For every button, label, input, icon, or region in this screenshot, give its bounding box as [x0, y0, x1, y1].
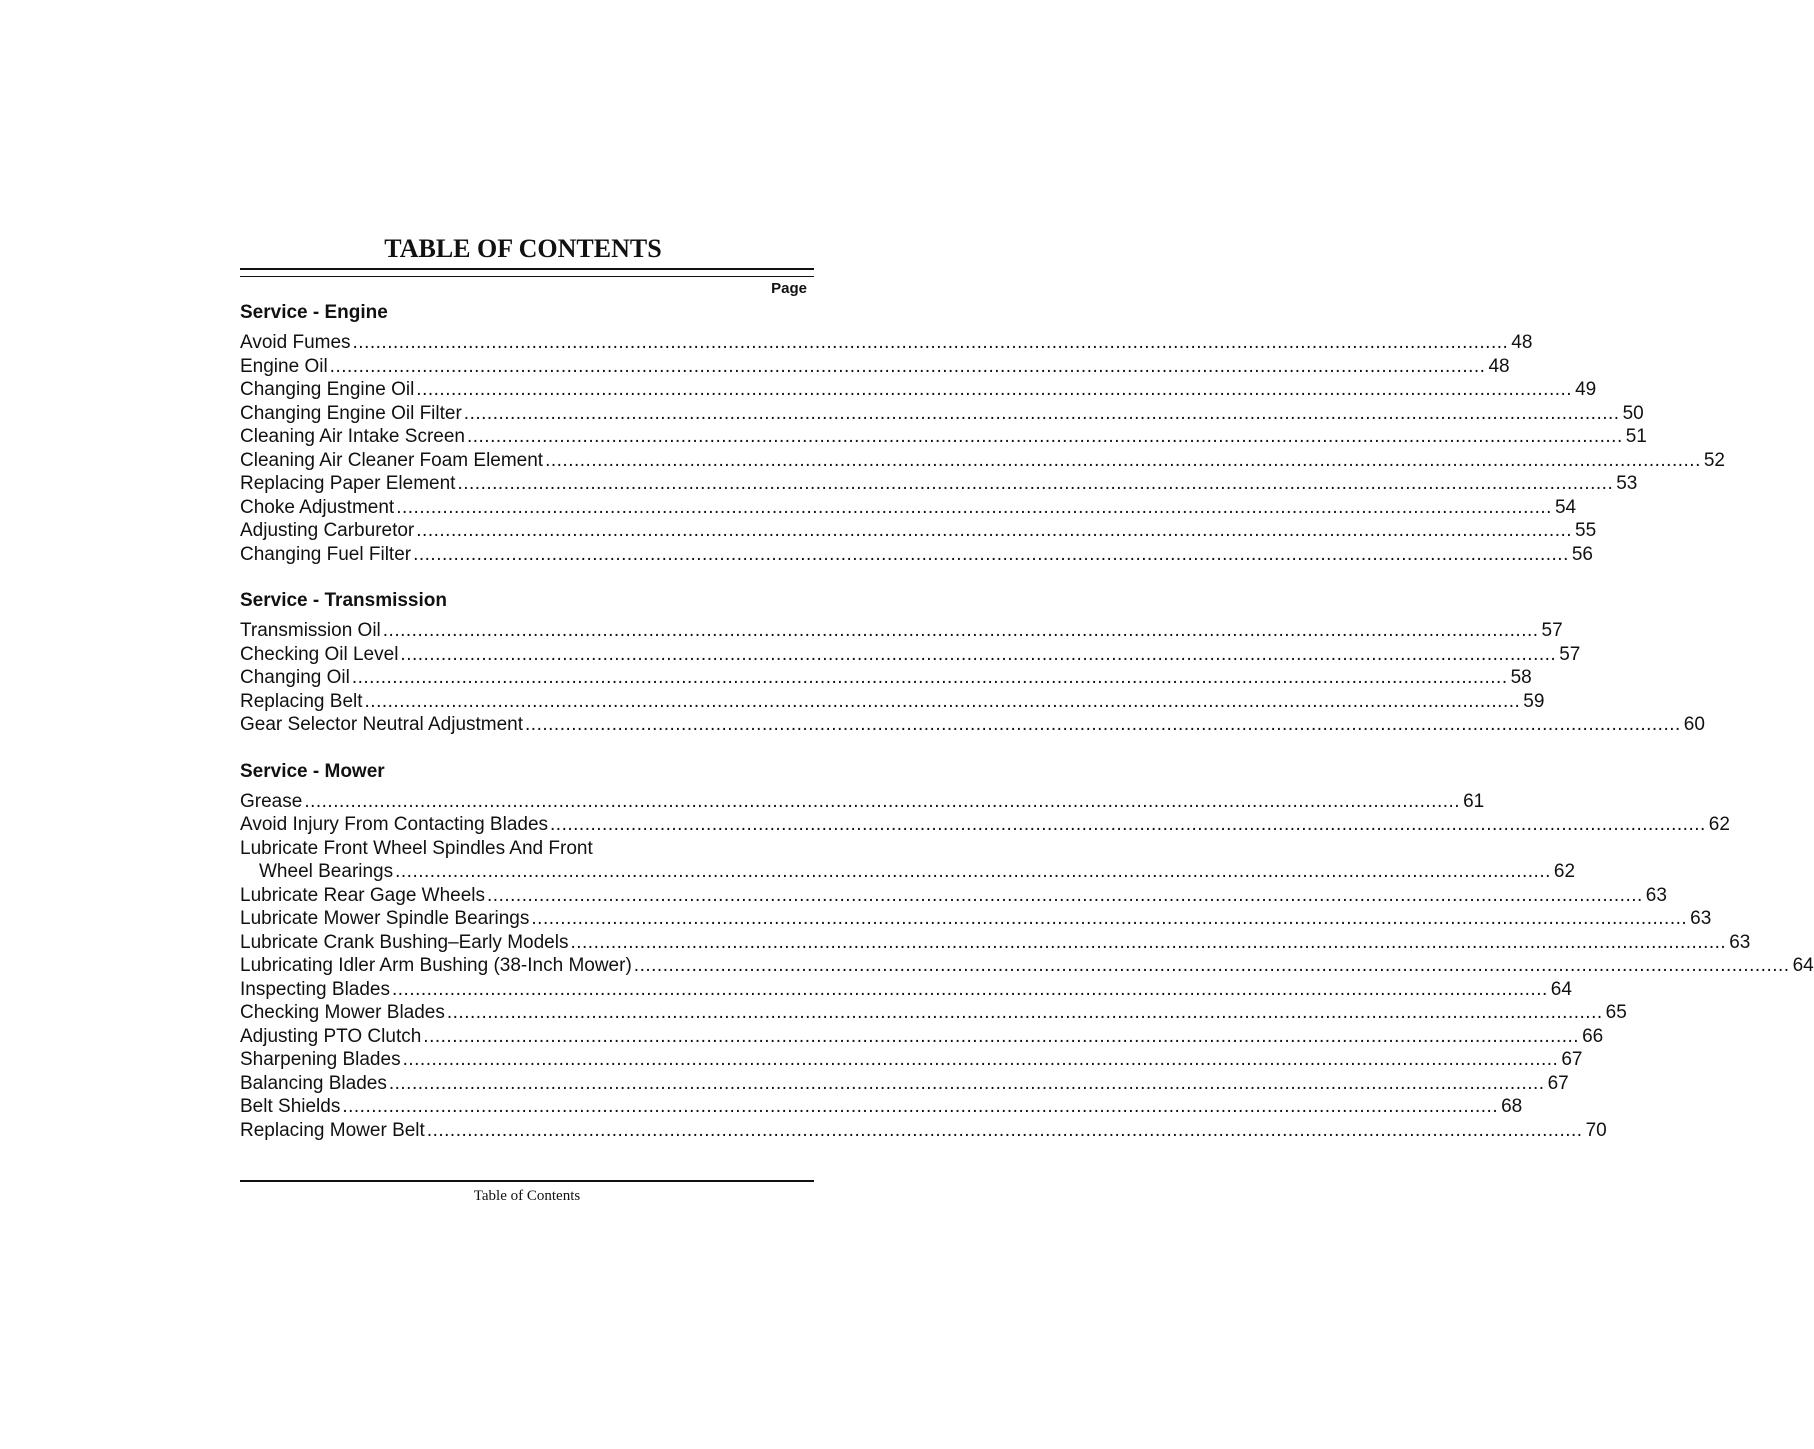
dot-leader: ........................................................................................................................................................................................................: [329, 355, 1486, 377]
toc-entry-label: Sharpening Blades: [240, 1049, 401, 1070]
toc-entries: [240, 331, 1725, 566]
toc-entry: [240, 1119, 1607, 1143]
toc-entry-label: Lubricate Crank Bushing–Early Models: [240, 931, 569, 953]
dot-leader: ........................................................................................................................................................................................................: [423, 1025, 1580, 1047]
toc-entry-page: 65: [1605, 1002, 1627, 1023]
toc-entry-page: 63: [1690, 908, 1712, 929]
dot-leader: ........................................................................................................................................................................................................: [392, 978, 1548, 1000]
toc-entry-page: 63: [1645, 884, 1667, 906]
toc-entry: [240, 402, 1644, 426]
toc-entry: [240, 331, 1533, 355]
toc-entry-label: Belt Shields: [240, 1096, 341, 1117]
toc-entry-label: Inspecting Blades: [240, 978, 390, 1000]
toc-entry-page: 53: [1616, 473, 1638, 494]
dot-leader: ........................................................................................................................................................................................................: [426, 1119, 1583, 1141]
dot-leader: ........................................................................................................................................................................................................: [382, 620, 1539, 641]
toc-entry-label: Grease: [240, 790, 303, 812]
toc-entry-page: 61: [1463, 790, 1485, 812]
toc-entry-page: 55: [1575, 520, 1597, 541]
dot-leader: ........................................................................................................................................................................................................: [466, 426, 1623, 447]
dot-leader: ........................................................................................................................................................................................................: [395, 861, 1551, 882]
toc-entry-page: 56: [1571, 543, 1593, 565]
toc-entry: [240, 543, 1593, 567]
toc-entry-label: Checking Oil Level: [240, 643, 399, 665]
toc-entry-label: Lubricate Rear Gage Wheels: [240, 884, 486, 906]
toc-entry-label: Adjusting PTO Clutch: [240, 1025, 422, 1047]
dot-leader: ........................................................................................................................................................................................................: [416, 520, 1573, 541]
toc-entry: [240, 837, 814, 861]
toc-entry: [240, 1072, 1569, 1096]
toc-entry-label: Cleaning Air Intake Screen: [240, 426, 465, 447]
toc-entry: [240, 1025, 1604, 1049]
toc-entry-page: 62: [1553, 861, 1576, 882]
footer-text: Table of Contents: [473, 1188, 581, 1204]
toc-entry-label: Transmission Oil: [240, 620, 381, 641]
toc-entry-page: 66: [1582, 1025, 1604, 1047]
toc-entry: [240, 978, 1572, 1002]
toc-entry: [240, 519, 1597, 543]
toc-entry-page: 48: [1511, 332, 1533, 353]
toc-entry: [240, 425, 1647, 449]
toc-entry: [240, 907, 1712, 931]
toc-entry-label: Checking Mower Blades: [240, 1002, 445, 1023]
footer-rule: [240, 1180, 814, 1182]
toc-entry-label: Cleaning Air Cleaner Foam Element: [240, 449, 544, 471]
toc-entry-page: 51: [1625, 426, 1647, 447]
dot-leader: ........................................................................................................................................................................................................: [416, 379, 1573, 400]
dot-leader: ........................................................................................................................................................................................................: [487, 884, 1643, 906]
toc-entry-label: Changing Fuel Filter: [240, 543, 412, 565]
toc-entry-page: 68: [1501, 1096, 1523, 1117]
toc-entry-page: 60: [1683, 714, 1705, 735]
toc-entry: [240, 378, 1597, 402]
toc-entry-label: Lubricating Idler Arm Bushing (38-Inch Mower): [240, 955, 632, 976]
page-title: TABLE OF CONTENTS: [384, 234, 662, 263]
toc-entry-page: 50: [1622, 402, 1644, 424]
toc-entry: [240, 496, 1577, 520]
toc-entry-page: 49: [1575, 379, 1597, 400]
toc-entry-page: 67: [1561, 1049, 1583, 1070]
dot-leader: ........................................................................................................................................................................................................: [396, 496, 1552, 518]
toc-entry: [240, 355, 1510, 379]
toc-entry-label: Replacing Paper Element: [240, 473, 456, 494]
toc-entry: [240, 884, 1667, 908]
dot-leader: ........................................................................................................................................................................................................: [304, 790, 1461, 812]
page-column-label: Page: [771, 280, 807, 297]
dot-leader: ........................................................................................................................................................................................................: [633, 955, 1790, 976]
dot-leader: ........................................................................................................................................................................................................: [463, 402, 1620, 424]
toc-entry-label: Lubricate Mower Spindle Bearings: [240, 908, 530, 929]
toc-entry-label: Adjusting Carburetor: [240, 520, 415, 541]
toc-entry: [240, 619, 1563, 643]
dot-leader: ........................................................................................................................................................................................................: [446, 1002, 1603, 1023]
section-heading: Service - Engine: [240, 302, 388, 323]
toc-entry-page: 59: [1523, 690, 1545, 712]
toc-entries: [240, 619, 1705, 737]
toc-entry: [240, 860, 1576, 884]
toc-entry-page: 54: [1554, 496, 1577, 518]
section-heading: Service - Mower: [240, 760, 385, 782]
dot-leader: ........................................................................................................................................................................................................: [531, 908, 1688, 929]
toc-entry: [240, 954, 1814, 978]
toc-entry-page: 67: [1547, 1072, 1569, 1094]
dot-leader: ........................................................................................................................................................................................................: [545, 449, 1701, 471]
dot-leader: ........................................................................................................................................................................................................: [550, 814, 1706, 835]
toc-entry: [240, 790, 1485, 814]
section-heading: Service - Transmission: [240, 590, 447, 611]
dot-leader: ........................................................................................................................................................................................................: [413, 543, 1569, 565]
toc-entry-page: 57: [1541, 620, 1563, 641]
toc-entry-label: Changing Engine Oil: [240, 379, 415, 400]
toc-entry: [240, 1048, 1583, 1072]
toc-entry: [240, 472, 1638, 496]
toc-page: [240, 232, 1814, 1142]
title-double-rule: [240, 268, 814, 277]
toc-entry-page: 64: [1792, 955, 1814, 976]
toc-entry-label: Gear Selector Neutral Adjustment: [240, 714, 524, 735]
toc-entry-label: Choke Adjustment: [240, 496, 395, 518]
toc-entries: [240, 790, 1814, 1143]
dot-leader: ........................................................................................................................................................................................................: [388, 1072, 1545, 1094]
toc-entry-label: Replacing Belt: [240, 690, 363, 712]
toc-entry-label: Lubricate Front Wheel Spindles And Front: [240, 837, 593, 859]
dot-leader: ........................................................................................................................................................................................................: [525, 714, 1681, 735]
dot-leader: ........................................................................................................................................................................................................: [352, 332, 1509, 353]
dot-leader: ........................................................................................................................................................................................................: [402, 1049, 1559, 1070]
dot-leader: ........................................................................................................................................................................................................: [400, 643, 1557, 665]
toc-entry-label: Changing Oil: [240, 667, 350, 688]
toc-section-transmission: [240, 588, 1705, 737]
toc-entry-label: Balancing Blades: [240, 1072, 387, 1094]
dot-leader: ........................................................................................................................................................................................................: [457, 473, 1614, 494]
toc-entry: [240, 931, 1751, 955]
toc-entry: [240, 713, 1705, 737]
toc-entry-label: Avoid Fumes: [240, 332, 351, 353]
toc-entry-label: Changing Engine Oil Filter: [240, 402, 462, 424]
toc-entry: [240, 813, 1730, 837]
toc-entry: [240, 643, 1581, 667]
toc-entry-label: Avoid Injury From Contacting Blades: [240, 814, 549, 835]
toc-section-mower: [240, 759, 1814, 1143]
toc-entry-page: 57: [1559, 643, 1581, 665]
dot-leader: ........................................................................................................................................................................................................: [570, 931, 1727, 953]
toc-entry-page: 62: [1708, 814, 1730, 835]
dot-leader: ........................................................................................................................................................................................................: [364, 690, 1521, 712]
toc-entry-page: 63: [1729, 931, 1751, 953]
toc-entry-page: 58: [1510, 667, 1532, 688]
toc-section-engine: [240, 300, 1725, 566]
dot-leader: ........................................................................................................................................................................................................: [351, 667, 1508, 688]
toc-entry-page: 48: [1488, 355, 1510, 377]
toc-entry-label: Replacing Mower Belt: [240, 1119, 425, 1141]
toc-entry: [240, 1095, 1523, 1119]
dot-leader: ........................................................................................................................................................................................................: [342, 1096, 1499, 1117]
toc-entry-page: 70: [1585, 1119, 1607, 1141]
toc-entry: [240, 449, 1725, 473]
toc-entry: [240, 690, 1545, 714]
toc-entry: [240, 666, 1532, 690]
toc-entry-page: 52: [1703, 449, 1725, 471]
toc-entry: [240, 1001, 1627, 1025]
toc-entry-page: 64: [1550, 978, 1572, 1000]
toc-entry-label: Engine Oil: [240, 355, 328, 377]
toc-entry-label: Wheel Bearings: [259, 861, 394, 882]
